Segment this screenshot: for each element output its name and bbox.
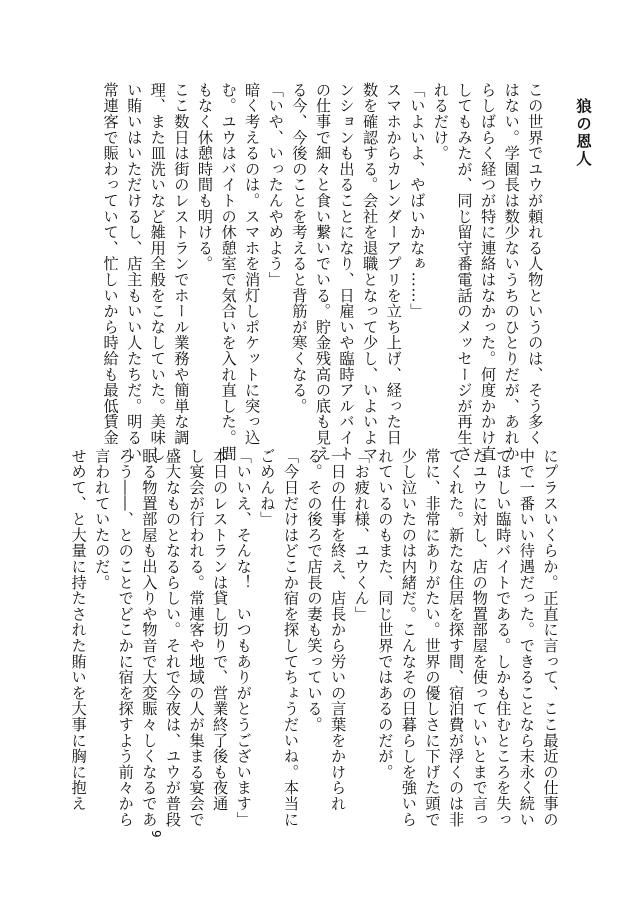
text-column: 理、また皿洗いなど雑用全般をこなしていた。美味し <box>148 82 167 462</box>
text-column: 常に、非常にありがたい。世界の優しさに下げた頭で <box>423 448 442 828</box>
text-column: はない。学園長は数少ないうちのひとりだが、あれか <box>502 82 521 462</box>
text-column: もなく休憩時間も明ける。 <box>195 82 214 272</box>
text-column: してもみたが、同じ留守番電話のメッセージが再生さ <box>455 82 474 462</box>
text-column: し宴会が行われる。常連客や地域の人が集まる宴会で <box>187 448 206 828</box>
text-column: スマホからカレンダーアプリを立ち上げ、経った日 <box>384 82 403 446</box>
text-column: ろう――、とのことでどこかに宿を探すよう前々から <box>116 448 135 828</box>
text-column: この世界でユウが頼れる人物というのは、そう多く <box>526 82 545 446</box>
text-column: 言われていたのだ。 <box>93 448 112 591</box>
text-column: 本日のレストランは貸し切りで、営業終了後も夜通 <box>211 448 230 812</box>
text-column: ここ数日は街のレストランでホール業務や簡単な調 <box>172 82 191 446</box>
text-column: せめて、と大量に持たされた賄いを大事に胸に抱え <box>69 448 88 812</box>
text-column: い賄いはいただけるし、店主もいい人たちだ。明るい <box>125 82 144 462</box>
text-column: にプラスいくらか。正直に言って、ここ最近の仕事の <box>541 448 560 828</box>
page-number: 9 <box>149 830 163 838</box>
text-column: 「今日だけはどこか宿を探してちょうだいね。本当に <box>281 448 300 828</box>
text-column: れているのもまた、同じ世界ではあるのだが。 <box>376 448 395 780</box>
text-column: 数を確認する。会社を退職となって少し、いよいよマ <box>361 82 380 462</box>
text-column: 「いや、いったんやめよう」 <box>266 82 285 288</box>
text-column: る。その後ろで店長の妻も笑っている。 <box>305 448 324 733</box>
upper-text-block <box>98 82 546 461</box>
text-column: 盛大なものとなるらしい。それで今夜は、ユウが普段 <box>163 448 182 828</box>
text-column: 眠る物置部屋も出入りや物音で大変賑々しくなるであ <box>140 448 159 828</box>
text-column: 少し泣いたのは内緒だ。こんなその日暮らしを強いら <box>399 448 418 828</box>
text-column: てくれた。新たな住居を探す間、宿泊費が浮くのは非 <box>447 448 466 828</box>
text-column: たユウに対し、店の物置部屋を使っていいとまで言っ <box>470 448 489 828</box>
text-column: ごめんね」 <box>258 448 277 527</box>
text-column: 「お疲れ様、ユウくん」 <box>352 448 371 622</box>
text-column: らしばらく経つが特に連絡はなかった。何度かかけ直 <box>479 82 498 462</box>
text-column: ンションも出ることになり、日雇いや臨時アルバイト <box>337 82 356 462</box>
text-column: れるだけ。 <box>431 82 450 161</box>
text-column: る今、今後のことを考えると背筋が寒くなる。 <box>290 82 309 414</box>
chapter-title: 狼の恩人 <box>574 98 592 168</box>
text-column: 常連客で賑わっていて、忙しいから時給も最低賃金 <box>101 82 120 446</box>
text-column: てほしい臨時バイトである。しかも住むところを失っ <box>494 448 513 828</box>
text-column: 「いいえ、そんな！ いつもありがとうございます」 <box>234 448 253 828</box>
text-column: の仕事で細々と食い繋いでいる。貯金残高の底も見え <box>313 82 332 462</box>
text-column: 「いよいよ、やばいかなぁ……」 <box>408 82 427 319</box>
lower-text-block <box>66 448 561 827</box>
text-column: む。ユウはバイトの休憩室で気合いを入れ直した。間 <box>219 82 238 462</box>
text-column: 中で一番いい待遇だった。できることなら末永く続い <box>517 448 536 828</box>
text-column: 一日の仕事を終え、店長から労いの言葉をかけられ <box>329 448 348 812</box>
text-column: 暗く考えるのは。スマホを消灯しポケットに突っ込 <box>243 82 262 446</box>
